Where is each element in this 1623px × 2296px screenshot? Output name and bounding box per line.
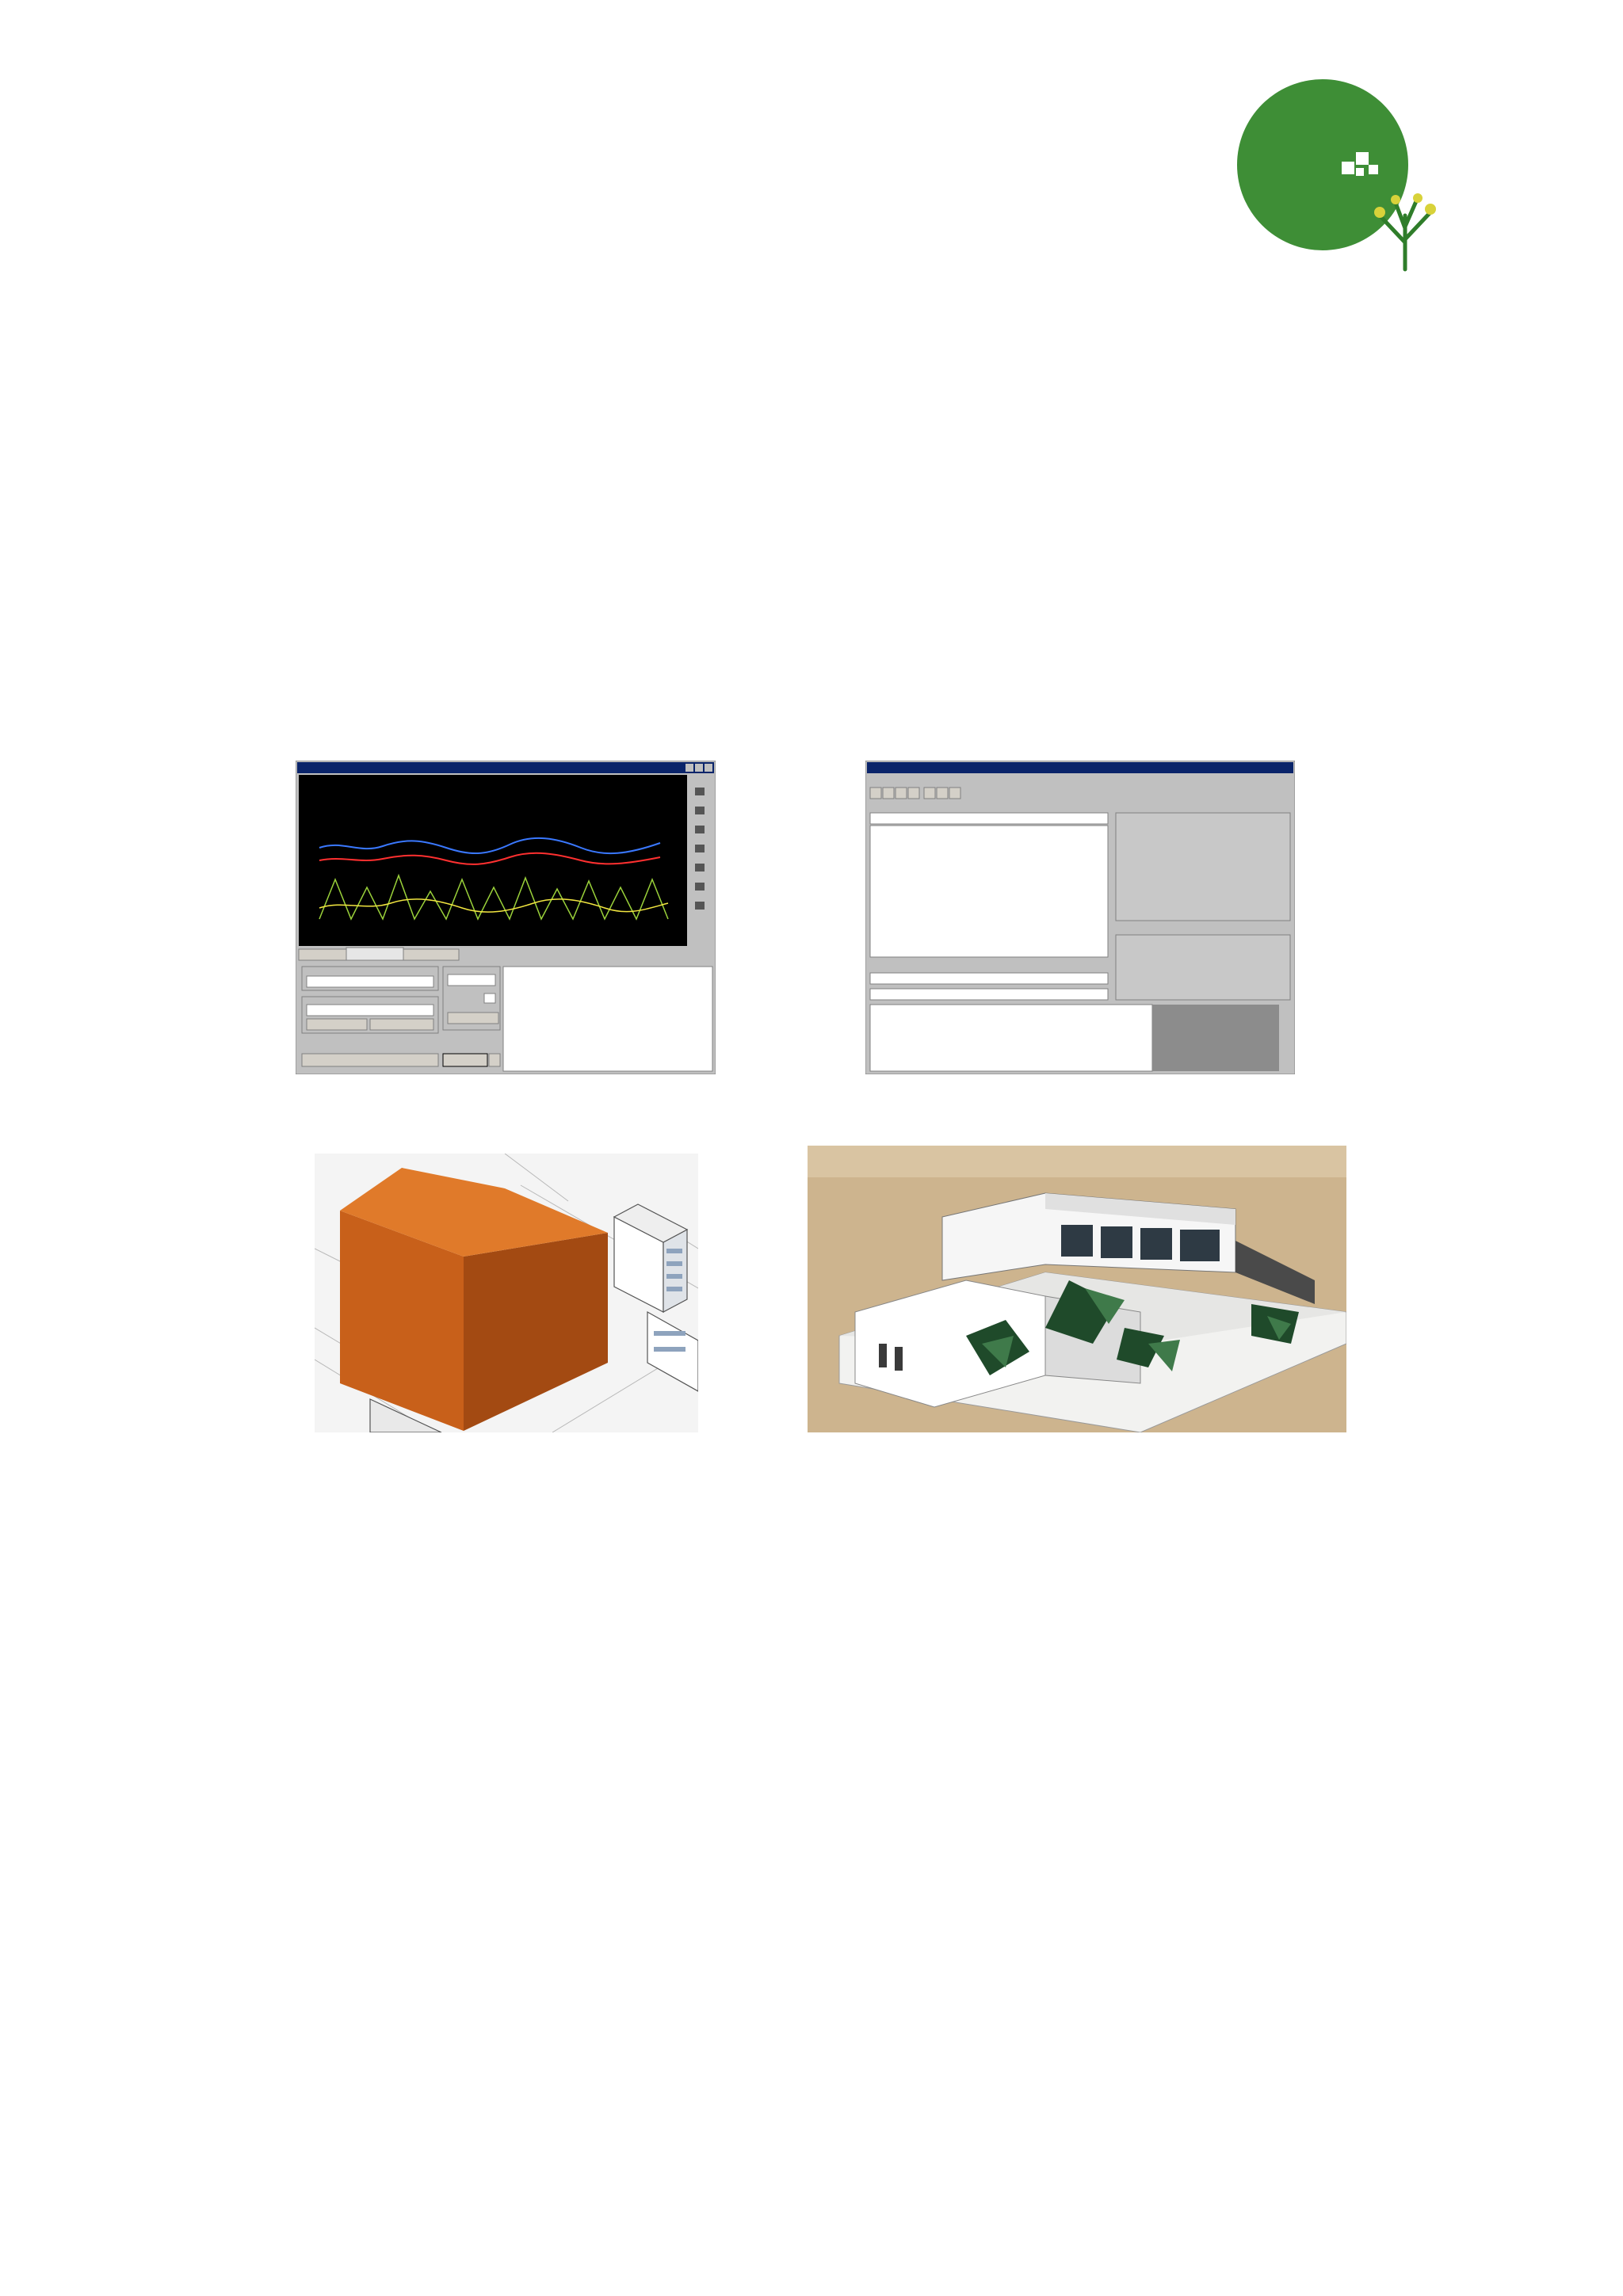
figure-data-blocks-visualization bbox=[315, 1154, 698, 1432]
conama-logo bbox=[1237, 76, 1443, 282]
section-representacion-datos bbox=[233, 311, 1441, 346]
figure-htb2view-screenshot bbox=[296, 761, 716, 1074]
figure-building-render bbox=[808, 1146, 1346, 1432]
figure-idf-editor-screenshot bbox=[865, 761, 1295, 1074]
